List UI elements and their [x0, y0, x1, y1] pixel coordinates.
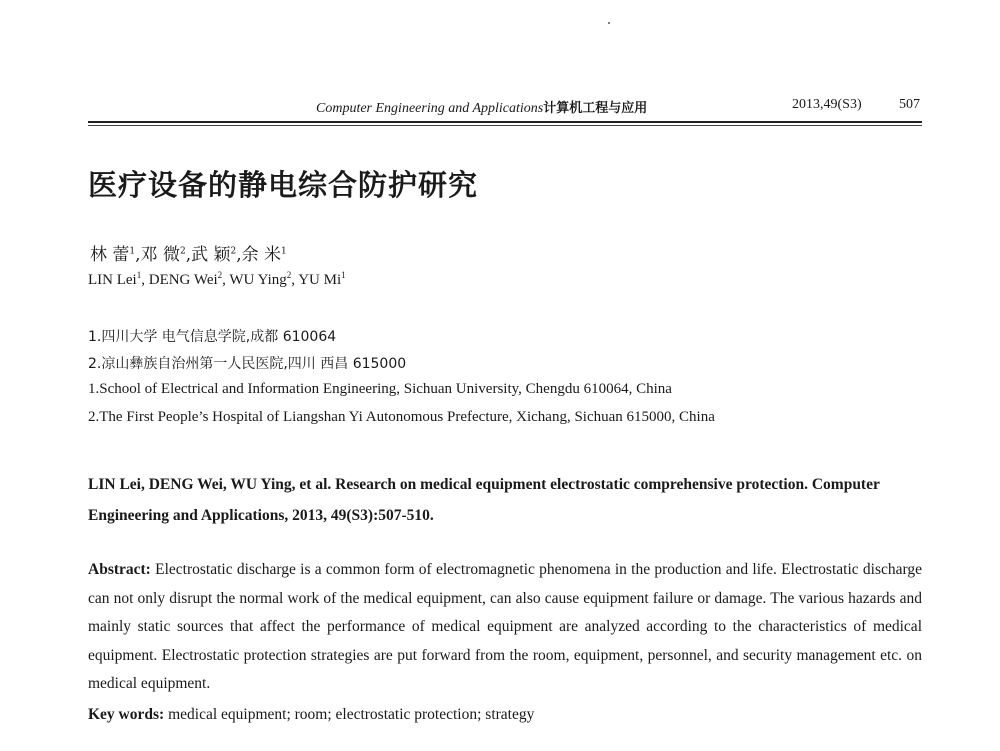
header-rule-thick [88, 121, 922, 123]
author-cn-1: 林 蕾$^1$ [90, 245, 136, 265]
author-en-3: WU Ying$^2$ [229, 270, 292, 288]
journal-name-en: Computer Engineering and Applications [316, 101, 544, 116]
author-en-2: DENG Wei$^2$ [148, 270, 223, 288]
page-number: 507 [899, 97, 920, 112]
abstract-label: Abstract: [88, 561, 151, 578]
speck [608, 22, 610, 24]
keywords-text: medical equipment; room; electrostatic protection; strategy [168, 706, 535, 723]
running-header [88, 97, 920, 117]
volume-info: 2013,49(S3) [792, 97, 862, 112]
authors-cn: 林 蕾$^1$,邓 微$^2$,武 颖$^2$,余 米$^1$ [90, 245, 287, 265]
affiliation-cn-1: 1.四川大学 电气信息学院,成都 610064 [88, 329, 337, 345]
header-rule-thin [88, 125, 922, 126]
affiliation-cn-2: 2.凉山彝族自治州第一人民医院,四川 西昌 615000 [88, 356, 407, 372]
author-en-4: YU Mi$^1$ [298, 270, 346, 288]
abstract [88, 556, 922, 699]
author-cn-3: 武 颖$^2$ [191, 245, 237, 265]
keywords-label: Key words: [88, 706, 165, 723]
affiliation-en-1: 1.School of Electrical and Information Engineering, Sichuan University, Chengdu 610064, China [88, 381, 672, 397]
author-en-1: LIN Lei$^1$ [88, 270, 142, 288]
keywords [88, 706, 534, 724]
citation: LIN Lei, DENG Wei, WU Ying, et al. Research on medical equipment electrostatic comprehensive protection. Computer Engineering and Applications, 2013, 49(S3):507-510. [88, 476, 880, 524]
affiliation-en-2: 2.The First People’s Hospital of Liangshan Yi Autonomous Prefecture, Xichang, Sichuan 615000, China [88, 409, 715, 425]
authors-en: LIN Lei$^1$, DENG Wei$^2$, WU Ying$^2$, YU Mi$^1$ [88, 270, 346, 288]
paper-title: 医疗设备的静电综合防护研究 [88, 168, 479, 202]
author-cn-2: 邓 微$^2$ [140, 245, 186, 265]
abstract-text: Electrostatic discharge is a common form of electromagnetic phenomena in the production and life. Electrostatic discharge can not only disrupt the normal work of the medical equipment, can also cause equipment failure or damage. The various hazards and mainly static sources that affect the performance of medical equipment are analyzed according to the characteristics of medical equipment. Electrostatic protection strategies are put forward from the room, equipment, personnel, and security management etc. on medical equipment. [88, 561, 923, 692]
journal-name-cn: 计算机工程与应用 [543, 101, 648, 116]
journal-name [316, 97, 647, 117]
author-cn-4: 余 米$^1$ [241, 245, 287, 265]
